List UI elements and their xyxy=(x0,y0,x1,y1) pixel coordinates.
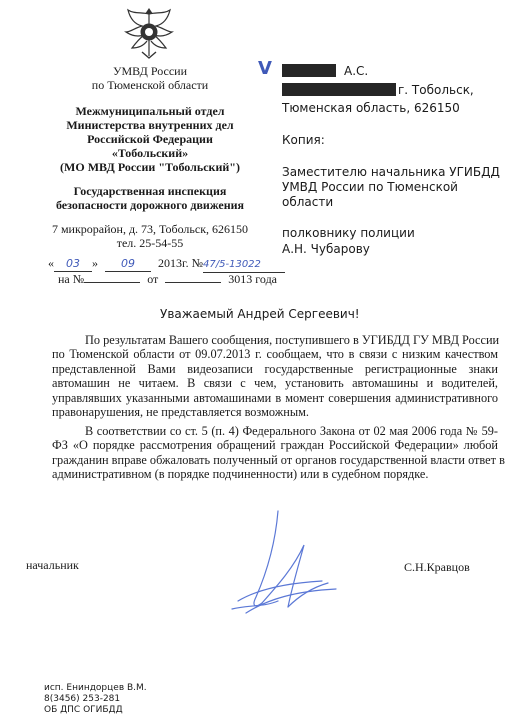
dept-line: Межмуниципальный отдел xyxy=(75,104,225,118)
dept-name xyxy=(0,104,300,174)
recipient-rank: полковнику полиции xyxy=(282,226,415,240)
dept-line: (МО МВД России "Тобольский") xyxy=(60,160,240,174)
ref-prefix: на № xyxy=(58,272,85,286)
paragraph-line: управлявших указанными автомашинами в момент совершения административного xyxy=(52,390,498,405)
date-close-quote: » xyxy=(92,256,98,270)
sender-address: 7 микрорайон, д. 73, Тобольск, 626150 xyxy=(51,222,249,236)
recipient-name-suffix: А.С. xyxy=(344,64,369,78)
reference-line xyxy=(58,272,277,286)
sender-phone: тел. 25-54-55 xyxy=(116,236,184,250)
redacted-name xyxy=(282,64,336,77)
paragraph-line: автомашин не читаем. В связи с чем, установить автомашины и водителей, xyxy=(52,376,498,391)
sender-org-line2: по Тюменской области xyxy=(91,78,209,92)
paragraph-line: по Тюменской области от 09.07.2013 г. сообщаем, что в связи с низким качеством xyxy=(52,347,498,362)
recipient-person: А.Н. Чубарову xyxy=(282,242,370,256)
handwritten-signature-icon xyxy=(218,505,348,625)
paragraph-line: представленной Вами видеозаписи государственные регистрационные знаки xyxy=(52,361,498,376)
dept-line: Российской Федерации xyxy=(87,132,213,146)
date-day: 03 xyxy=(54,257,92,272)
copy-line: области xyxy=(282,195,334,209)
copy-label: Копия: xyxy=(282,133,325,147)
date-month: 09 xyxy=(105,257,151,272)
paragraph-line: В соответствии со ст. 5 (п. 4) Федерального Закона от 02 мая 2006 года № 59- xyxy=(85,424,498,438)
paragraph-line: ФЗ «О порядке рассмотрения обращений граждан Российской Федерации» любой xyxy=(52,438,498,453)
footer-line: исп. Ениндорцев В.М. xyxy=(44,683,147,693)
copy-line: УМВД России по Тюменской xyxy=(282,180,458,194)
doc-number: 47/5-13022 xyxy=(203,258,285,273)
footer-line: 8(3456) 253-281 xyxy=(44,694,121,704)
date-number-line xyxy=(48,256,285,273)
copy-line: Заместителю начальника УГИБДД xyxy=(282,165,500,179)
paragraph-line: По результатам Вашего сообщения, поступившего в УГИБДД ГУ МВД России xyxy=(85,333,500,347)
greeting: Уважаемый Андрей Сергеевич! xyxy=(160,307,360,321)
inspection-name xyxy=(0,184,300,212)
paragraph-line: правонарушения, не представляется возможным. xyxy=(52,405,309,420)
check-mark-icon: V xyxy=(258,58,272,79)
inspection-line: безопасности дорожного движения xyxy=(55,198,245,212)
mvd-emblem-icon xyxy=(120,4,178,62)
dept-line: «Тобольский» xyxy=(111,146,189,160)
date-year: 2013г. № xyxy=(158,256,204,270)
footer-line: ОБ ДПС ОГИБДД xyxy=(44,705,123,715)
ref-mid: от xyxy=(147,272,159,286)
footer xyxy=(44,683,147,716)
sender-block xyxy=(0,64,300,250)
paragraph-1 xyxy=(52,333,498,419)
signature-position: начальник xyxy=(26,558,79,572)
paragraph-line: гражданин вправе обжаловать полученный от органов государственной власти ответ в xyxy=(52,452,505,467)
paragraph-line: административном (в порядке подчиненности) или в судебном порядке. xyxy=(52,467,429,482)
ref-year: 3013 года xyxy=(228,272,278,286)
signature-name: С.Н.Кравцов xyxy=(404,560,470,574)
inspection-line: Государственная инспекция xyxy=(73,184,227,198)
dept-line: Министерства внутренних дел xyxy=(66,118,234,132)
copy-recipient xyxy=(282,165,500,210)
date-open-quote: « xyxy=(48,256,54,270)
sender-org-line1: УМВД России xyxy=(112,64,188,78)
paragraph-2 xyxy=(52,424,505,482)
recipient-city-suffix: г. Тобольск, xyxy=(398,83,474,97)
redacted-address xyxy=(282,83,396,96)
recipient-region: Тюменская область, 626150 xyxy=(282,101,460,115)
